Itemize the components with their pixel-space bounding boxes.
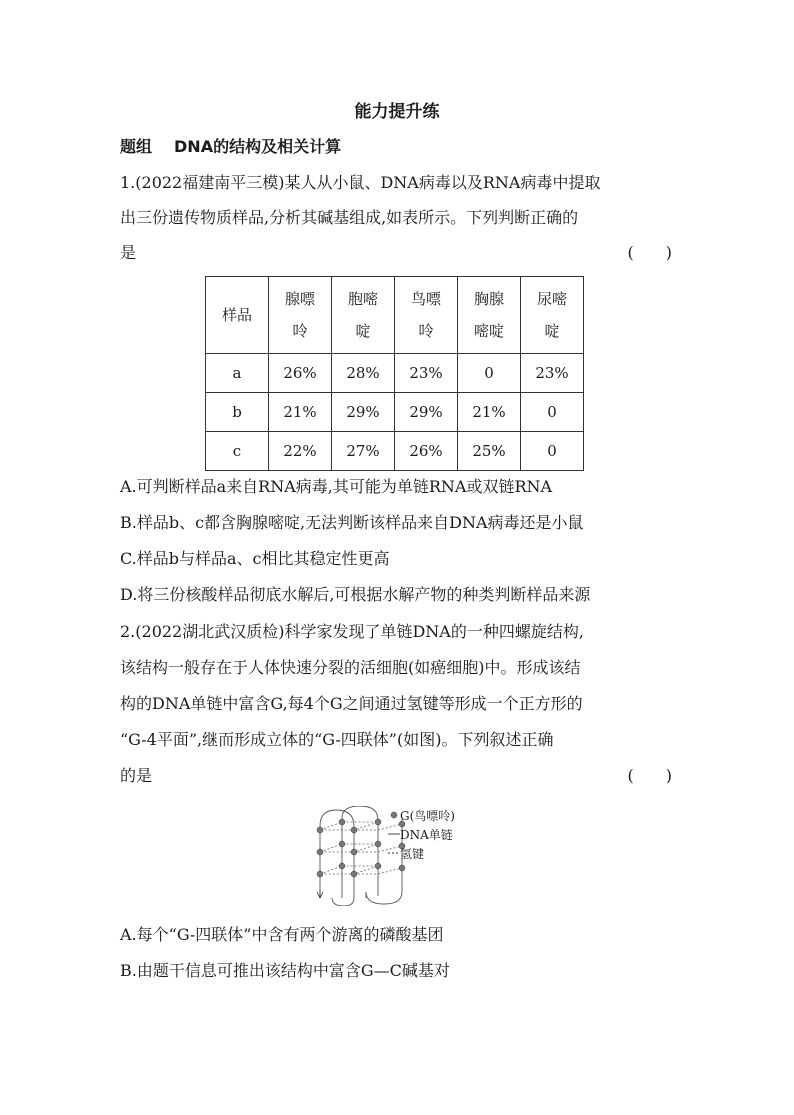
dna-strand-loop-middle [342,806,378,896]
q1-option-c: C.样品b与样品a、c相比其稳定性更高 [120,549,390,568]
legend-dot-icon [391,812,397,818]
table-cell: 29% [332,393,395,432]
table-header-guanine: 鸟嘌 呤 [395,277,458,354]
page-title: 能力提升练 [354,102,440,122]
q2-stem-line-2: 该结构一般存在于人体快速分裂的活细胞(如癌细胞)中。形成该结 [120,658,581,677]
table-cell: 0 [521,432,584,471]
table-header-row [206,277,584,354]
base-composition-table [205,276,584,471]
table-row [206,354,584,393]
table-cell: 0 [458,354,521,393]
legend-hydrogen-bond: 氢键 [400,847,425,861]
q1-option-a: A.可判断样品a来自RNA病毒,其可能为单链RNA或双链RNA [120,477,553,496]
section-label: 题组 [120,137,153,156]
legend-symbols [388,810,400,870]
table-cell: 26% [269,354,332,393]
table-cell: c [206,432,269,471]
q1-option-b: B.样品b、c都含胸腺嘧啶,无法判断该样品来自DNA病毒还是小鼠 [120,513,584,532]
q2-option-a: A.每个“G-四联体”中含有两个游离的磷酸基团 [120,925,444,944]
dna-strand-loop-left [320,810,354,898]
q1-answer-blank: ( ) [627,243,672,262]
q1-stem-line-2: 出三份遗传物质样品,分析其碱基组成,如表所示。下列判断正确的 [120,208,579,227]
dna-strand-loop-bottom [332,898,354,906]
table-row [206,393,584,432]
table-cell: 26% [395,432,458,471]
table-row [206,432,584,471]
table-header-cytosine: 胞嘧 啶 [332,277,395,354]
table-header-adenine: 腺嘌 呤 [269,277,332,354]
q2-stem-line-3: 构的DNA单链中富含G,每4个G之间通过氢键等形成一个正方形的 [120,694,583,713]
table-cell: 22% [269,432,332,471]
table-header-sample: 样品 [206,277,269,354]
q2-option-b: B.由题干信息可推出该结构中富含G—C碱基对 [120,961,450,980]
q2-answer-blank: ( ) [627,766,672,785]
q1-option-d: D.将三份核酸样品彻底水解后,可根据水解产物的种类判断样品来源 [120,585,591,604]
table-header-thymine: 胸腺 嘧啶 [458,277,521,354]
q1-stem-line-3: 是 [120,243,137,262]
table-cell: 25% [458,432,521,471]
q1-stem-line-1: 1.(2022福建南平三模)某人从小鼠、DNA病毒以及RNA病毒中提取 [120,173,601,192]
section-title [120,134,341,157]
table-cell: 28% [332,354,395,393]
table-cell: 21% [269,393,332,432]
table-cell: 23% [395,354,458,393]
legend-guanine: G(鸟嘌呤) [400,809,455,823]
strand-direction-arrow [317,890,323,898]
q2-stem-line-1: 2.(2022湖北武汉质检)科学家发现了单链DNA的一种四螺旋结构, [120,622,584,641]
table-cell: a [206,354,269,393]
section-name: DNA的结构及相关计算 [174,137,342,156]
q2-stem-line-4: “G-4平面”,继而形成立体的“G-四联体”(如图)。下列叙述正确 [120,730,554,749]
table-cell: b [206,393,269,432]
legend-dna-strand: DNA单链 [400,828,453,842]
table-cell: 27% [332,432,395,471]
table-cell: 23% [521,354,584,393]
table-cell: 0 [521,393,584,432]
q2-stem-line-5: 的是 [120,766,153,785]
table-header-uracil: 尿嘧 啶 [521,277,584,354]
table-cell: 21% [458,393,521,432]
table-cell: 29% [395,393,458,432]
